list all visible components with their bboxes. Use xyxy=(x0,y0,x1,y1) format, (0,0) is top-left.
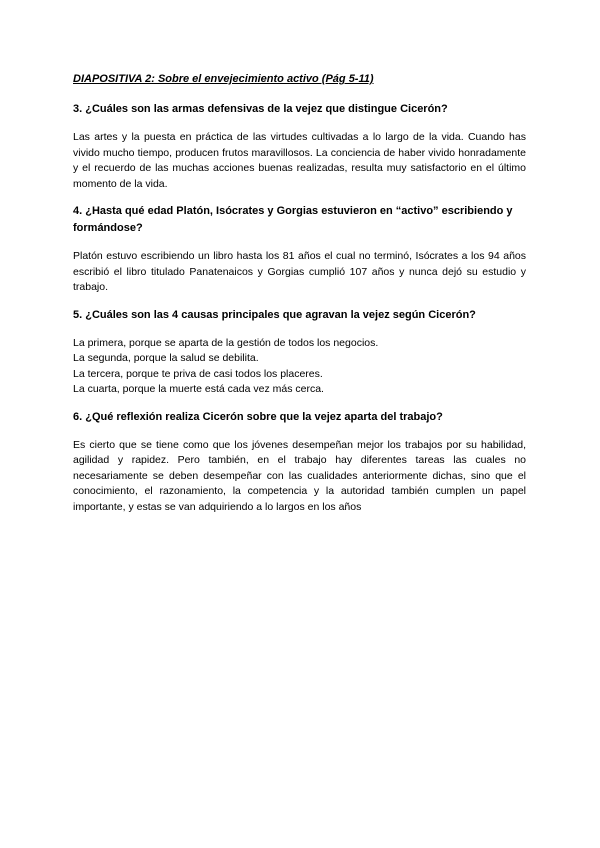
slide-heading: DIAPOSITIVA 2: Sobre el envejecimiento activo (Pág 5-11) xyxy=(73,73,374,85)
answer-4: Platón estuvo escribiendo un libro hasta los 81 años el cual no terminó, Isócrates a los 94 años escribió el libro titulado Panatenaicos y Gorgias cumplió 107 años y nunca dejó su estudio y trabajo. xyxy=(73,250,526,293)
answer-5-line-2: La segunda, porque la salud se debilita. xyxy=(73,352,259,364)
question-3: 3. ¿Cuáles son las armas defensivas de la vejez que distingue Cicerón? xyxy=(73,103,448,115)
answer-5 xyxy=(73,336,526,398)
question-4: 4. ¿Hasta qué edad Platón, Isócrates y Gorgias estuvieron en “activo” escribiendo y formándose? xyxy=(73,205,513,234)
answer-6: Es cierto que se tiene como que los jóvenes desempeñan mejor los trabajos por su habilidad, agilidad y rapidez. Pero también, en el trabajo hay diferentes tareas las cuales no necesariamente se deben desempeñar con las cualidades anteriormente dichas, sino que el conocimiento, el razonamiento, la competencia y la autoridad también cumplen un papel importante, y estas se van adquiriendo a lo largos en los años xyxy=(73,438,526,513)
answer-3: Las artes y la puesta en práctica de las virtudes cultivadas a lo largo de la vida. Cuando has vivido mucho tiempo, producen frutos maravillosos. La conciencia de haber vivido honradamente y el recuerdo de las muchas acciones buenas realizadas, resulta muy satisfactorio en el último momento de la vida. xyxy=(73,131,526,190)
question-6: 6. ¿Qué reflexión realiza Cicerón sobre que la vejez aparta del trabajo? xyxy=(73,410,443,423)
answer-5-line-4: La cuarta, porque la muerte está cada vez más cerca. xyxy=(73,383,324,395)
document-content xyxy=(73,72,526,526)
answer-5-line-1: La primera, porque se aparta de la gestión de todos los negocios. xyxy=(73,336,379,349)
answer-5-line-3: La tercera, porque te priva de casi todos los placeres. xyxy=(73,367,323,380)
question-5: 5. ¿Cuáles son las 4 causas principales que agravan la vejez según Cicerón? xyxy=(73,308,476,321)
